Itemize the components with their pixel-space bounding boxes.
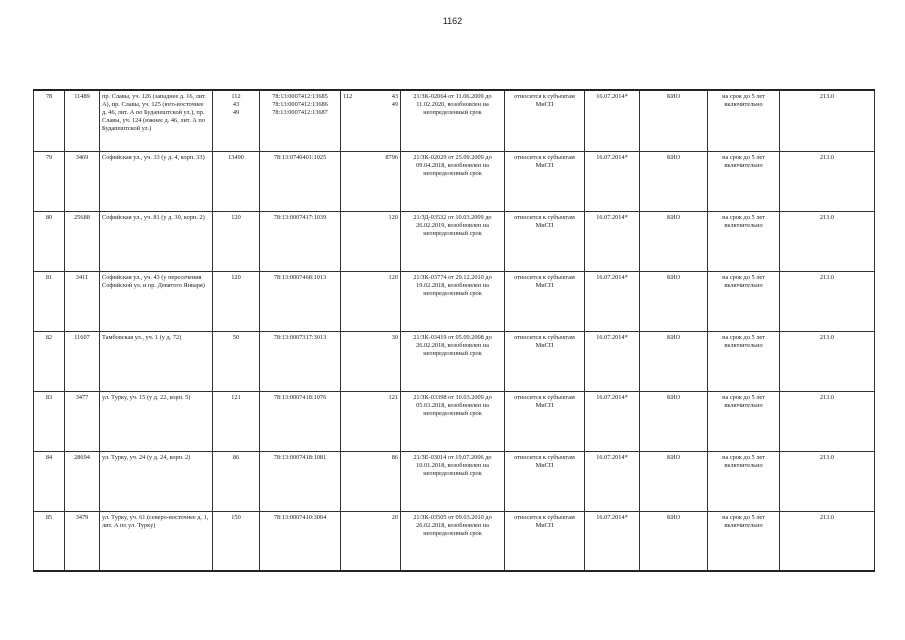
cell-cadastral-number: 78:13:0007417:1039 xyxy=(260,211,341,271)
leased-area-left: 112 xyxy=(343,93,353,100)
cell-object-code: 3479 xyxy=(65,511,100,571)
page-number: 1162 xyxy=(442,16,463,26)
cell-organization: КИО xyxy=(640,151,708,211)
cell-area: 112 43 49 xyxy=(213,90,260,151)
cell-address: Софийская ул., уч. 43 (у пересечения Софийской ул. и пр. Девятого Января) xyxy=(100,271,213,331)
cell-row-number: 81 xyxy=(34,271,65,331)
cell-object-code: 3477 xyxy=(65,391,100,451)
cell-code: 213.0 xyxy=(780,511,875,571)
cell-leased-area xyxy=(341,151,401,211)
cell-address: ул. Турку, уч. 24 (у д. 24, корп. 2) xyxy=(100,451,213,511)
cell-term: на срок до 5 лет включительно xyxy=(708,271,780,331)
cell-term: на срок до 5 лет включительно xyxy=(708,391,780,451)
cell-date: 16.07.2014* xyxy=(585,451,640,511)
cell-leased-area xyxy=(341,211,401,271)
cell-code: 213.0 xyxy=(780,90,875,151)
leased-area-right: 8796 xyxy=(385,153,398,161)
table-row xyxy=(34,211,875,271)
cell-object-code: 11607 xyxy=(65,331,100,391)
cell-row-number: 80 xyxy=(34,211,65,271)
cell-term: на срок до 5 лет включительно xyxy=(708,211,780,271)
cell-row-number: 78 xyxy=(34,90,65,151)
cell-code: 213.0 xyxy=(780,271,875,331)
cell-leased-area xyxy=(341,331,401,391)
cell-contract: 21/ЗК-02064 от 11.06.2009 до 11.02.2020, возобновлен на неопределенный срок xyxy=(401,90,505,151)
cell-organization: КИО xyxy=(640,90,708,151)
cell-organization: КИО xyxy=(640,391,708,451)
cell-code: 213.0 xyxy=(780,151,875,211)
cell-date: 16.07.2014* xyxy=(585,90,640,151)
cell-contract: 21/ЗК-03774 от 29.12.2010 до 19.02.2018, возобновлен на неопределенный срок xyxy=(401,271,505,331)
cell-area: 120 xyxy=(213,271,260,331)
cell-cadastral-number: 78:13:0740401:1025 xyxy=(260,151,341,211)
cell-code: 213.0 xyxy=(780,391,875,451)
cell-cadastral-number: 78:13:0007317:3013 xyxy=(260,331,341,391)
cell-leased-area xyxy=(341,90,401,151)
cell-relation: относится к субъектам МиСП xyxy=(505,271,585,331)
cell-contract: 21/ЗД-03532 от 10.03.2009 до 26.02.2019, возобновлен на неопределенный срок xyxy=(401,211,505,271)
table-row xyxy=(34,511,875,571)
cell-organization: КИО xyxy=(640,511,708,571)
cell-cadastral-number: 78:13:0007412:13685 78:13:0007412:13686 78:13:0007412:13687 xyxy=(260,90,341,151)
cell-area: 86 xyxy=(213,451,260,511)
cell-row-number: 83 xyxy=(34,391,65,451)
cell-relation: относится к субъектам МиСП xyxy=(505,211,585,271)
cell-contract: 21/ЗК-03398 от 10.03.2009 до 05.03.2018, возобновлен на неопределенный срок xyxy=(401,391,505,451)
cell-address: ул. Турку, уч. 61 (северо-восточнее д. 1, лит. А по ул. Турку) xyxy=(100,511,213,571)
cell-address: Тамбовская ул., уч. 1 (у д. 72) xyxy=(100,331,213,391)
cell-area: 13490 xyxy=(213,151,260,211)
leased-area-right: 43 49 xyxy=(391,93,398,109)
table-row xyxy=(34,391,875,451)
cell-contract: 21/ЗК-03505 от 09.03.2010 до 26.02.2018, возобновлен на неопределенный срок xyxy=(401,511,505,571)
cell-row-number: 85 xyxy=(34,511,65,571)
cell-area: 50 xyxy=(213,331,260,391)
cell-row-number: 82 xyxy=(34,331,65,391)
cell-date: 16.07.2014* xyxy=(585,271,640,331)
cell-object-code: 3469 xyxy=(65,151,100,211)
cell-term: на срок до 5 лет включительно xyxy=(708,331,780,391)
cell-relation: относится к субъектам МиСП xyxy=(505,90,585,151)
cell-cadastral-number: 78:13:0007468:1013 xyxy=(260,271,341,331)
table-row xyxy=(34,331,875,391)
cell-term: на срок до 5 лет включительно xyxy=(708,511,780,571)
cell-object-code: 11489 xyxy=(65,90,100,151)
cell-object-code: 28694 xyxy=(65,451,100,511)
cell-relation: относится к субъектам МиСП xyxy=(505,391,585,451)
cell-leased-area xyxy=(341,391,401,451)
table-row xyxy=(34,271,875,331)
cell-relation: относится к субъектам МиСП xyxy=(505,151,585,211)
cell-cadastral-number: 78:13:0007418:1081 xyxy=(260,451,341,511)
leased-area-right: 20 xyxy=(391,513,398,521)
cell-date: 16.07.2014* xyxy=(585,391,640,451)
cell-cadastral-number: 78:13:0007418:1076 xyxy=(260,391,341,451)
leased-area-right: 121 xyxy=(388,393,398,401)
cell-organization: КИО xyxy=(640,451,708,511)
table-row xyxy=(34,151,875,211)
table-row xyxy=(34,451,875,511)
cell-address: ул. Турку, уч. 15 (у д. 22, корп. 5) xyxy=(100,391,213,451)
cell-area: 150 xyxy=(213,511,260,571)
register-rows xyxy=(34,90,875,571)
cell-object-code: 3411 xyxy=(65,271,100,331)
cell-organization: КИО xyxy=(640,271,708,331)
cell-contract: 21/ЗЕ-03014 от 19.07.2006 до 10.01.2018, возобновлен на неопределенный срок xyxy=(401,451,505,511)
cell-leased-area xyxy=(341,271,401,331)
leased-area-right: 30 xyxy=(391,333,398,341)
cell-row-number: 84 xyxy=(34,451,65,511)
cell-area: 121 xyxy=(213,391,260,451)
cell-relation: относится к субъектам МиСП xyxy=(505,331,585,391)
leased-area-right: 120 xyxy=(388,213,398,221)
cell-object-code: 25688 xyxy=(65,211,100,271)
cell-leased-area xyxy=(341,511,401,571)
cell-relation: относится к субъектам МиСП xyxy=(505,511,585,571)
cell-date: 16.07.2014* xyxy=(585,211,640,271)
register-table xyxy=(33,89,875,572)
cell-term: на срок до 5 лет включительно xyxy=(708,151,780,211)
cell-address: Софийская ул., уч. 33 (у д. 4, корп. 33) xyxy=(100,151,213,211)
cell-date: 16.07.2014* xyxy=(585,511,640,571)
leased-area-right: 120 xyxy=(388,273,398,281)
cell-code: 213.0 xyxy=(780,211,875,271)
cell-date: 16.07.2014* xyxy=(585,151,640,211)
cell-row-number: 79 xyxy=(34,151,65,211)
cell-organization: КИО xyxy=(640,331,708,391)
cell-cadastral-number: 78:13:0007410:3004 xyxy=(260,511,341,571)
cell-address: пр. Славы, уч. 126 (западнее д. 16, лит. А), пр. Славы, уч. 125 (юго-восточнее д. 46, лит. А по Будапештской ул.), пр. Славы, уч. 124 (южнее д. 46, лит. А по Будапештской ул.) xyxy=(100,90,213,151)
cell-code: 213.0 xyxy=(780,451,875,511)
cell-address: Софийская ул., уч. 81 (у д. 30, корп. 2) xyxy=(100,211,213,271)
leased-area-right: 86 xyxy=(391,453,398,461)
cell-date: 16.07.2014* xyxy=(585,331,640,391)
cell-area: 120 xyxy=(213,211,260,271)
cell-organization: КИО xyxy=(640,211,708,271)
cell-term: на срок до 5 лет включительно xyxy=(708,451,780,511)
cell-relation: относится к субъектам МиСП xyxy=(505,451,585,511)
cell-contract: 21/ЗК-02029 от 25.09.2009 до 09.04.2018, возобновлен на неопределенный срок xyxy=(401,151,505,211)
cell-leased-area xyxy=(341,451,401,511)
cell-term: на срок до 5 лет включительно xyxy=(708,90,780,151)
cell-contract: 21/ЗК-03419 от 05.09.2008 до 26.02.2018, возобновлен на неопределенный срок xyxy=(401,331,505,391)
table-row xyxy=(34,90,875,151)
cell-code: 213.0 xyxy=(780,331,875,391)
